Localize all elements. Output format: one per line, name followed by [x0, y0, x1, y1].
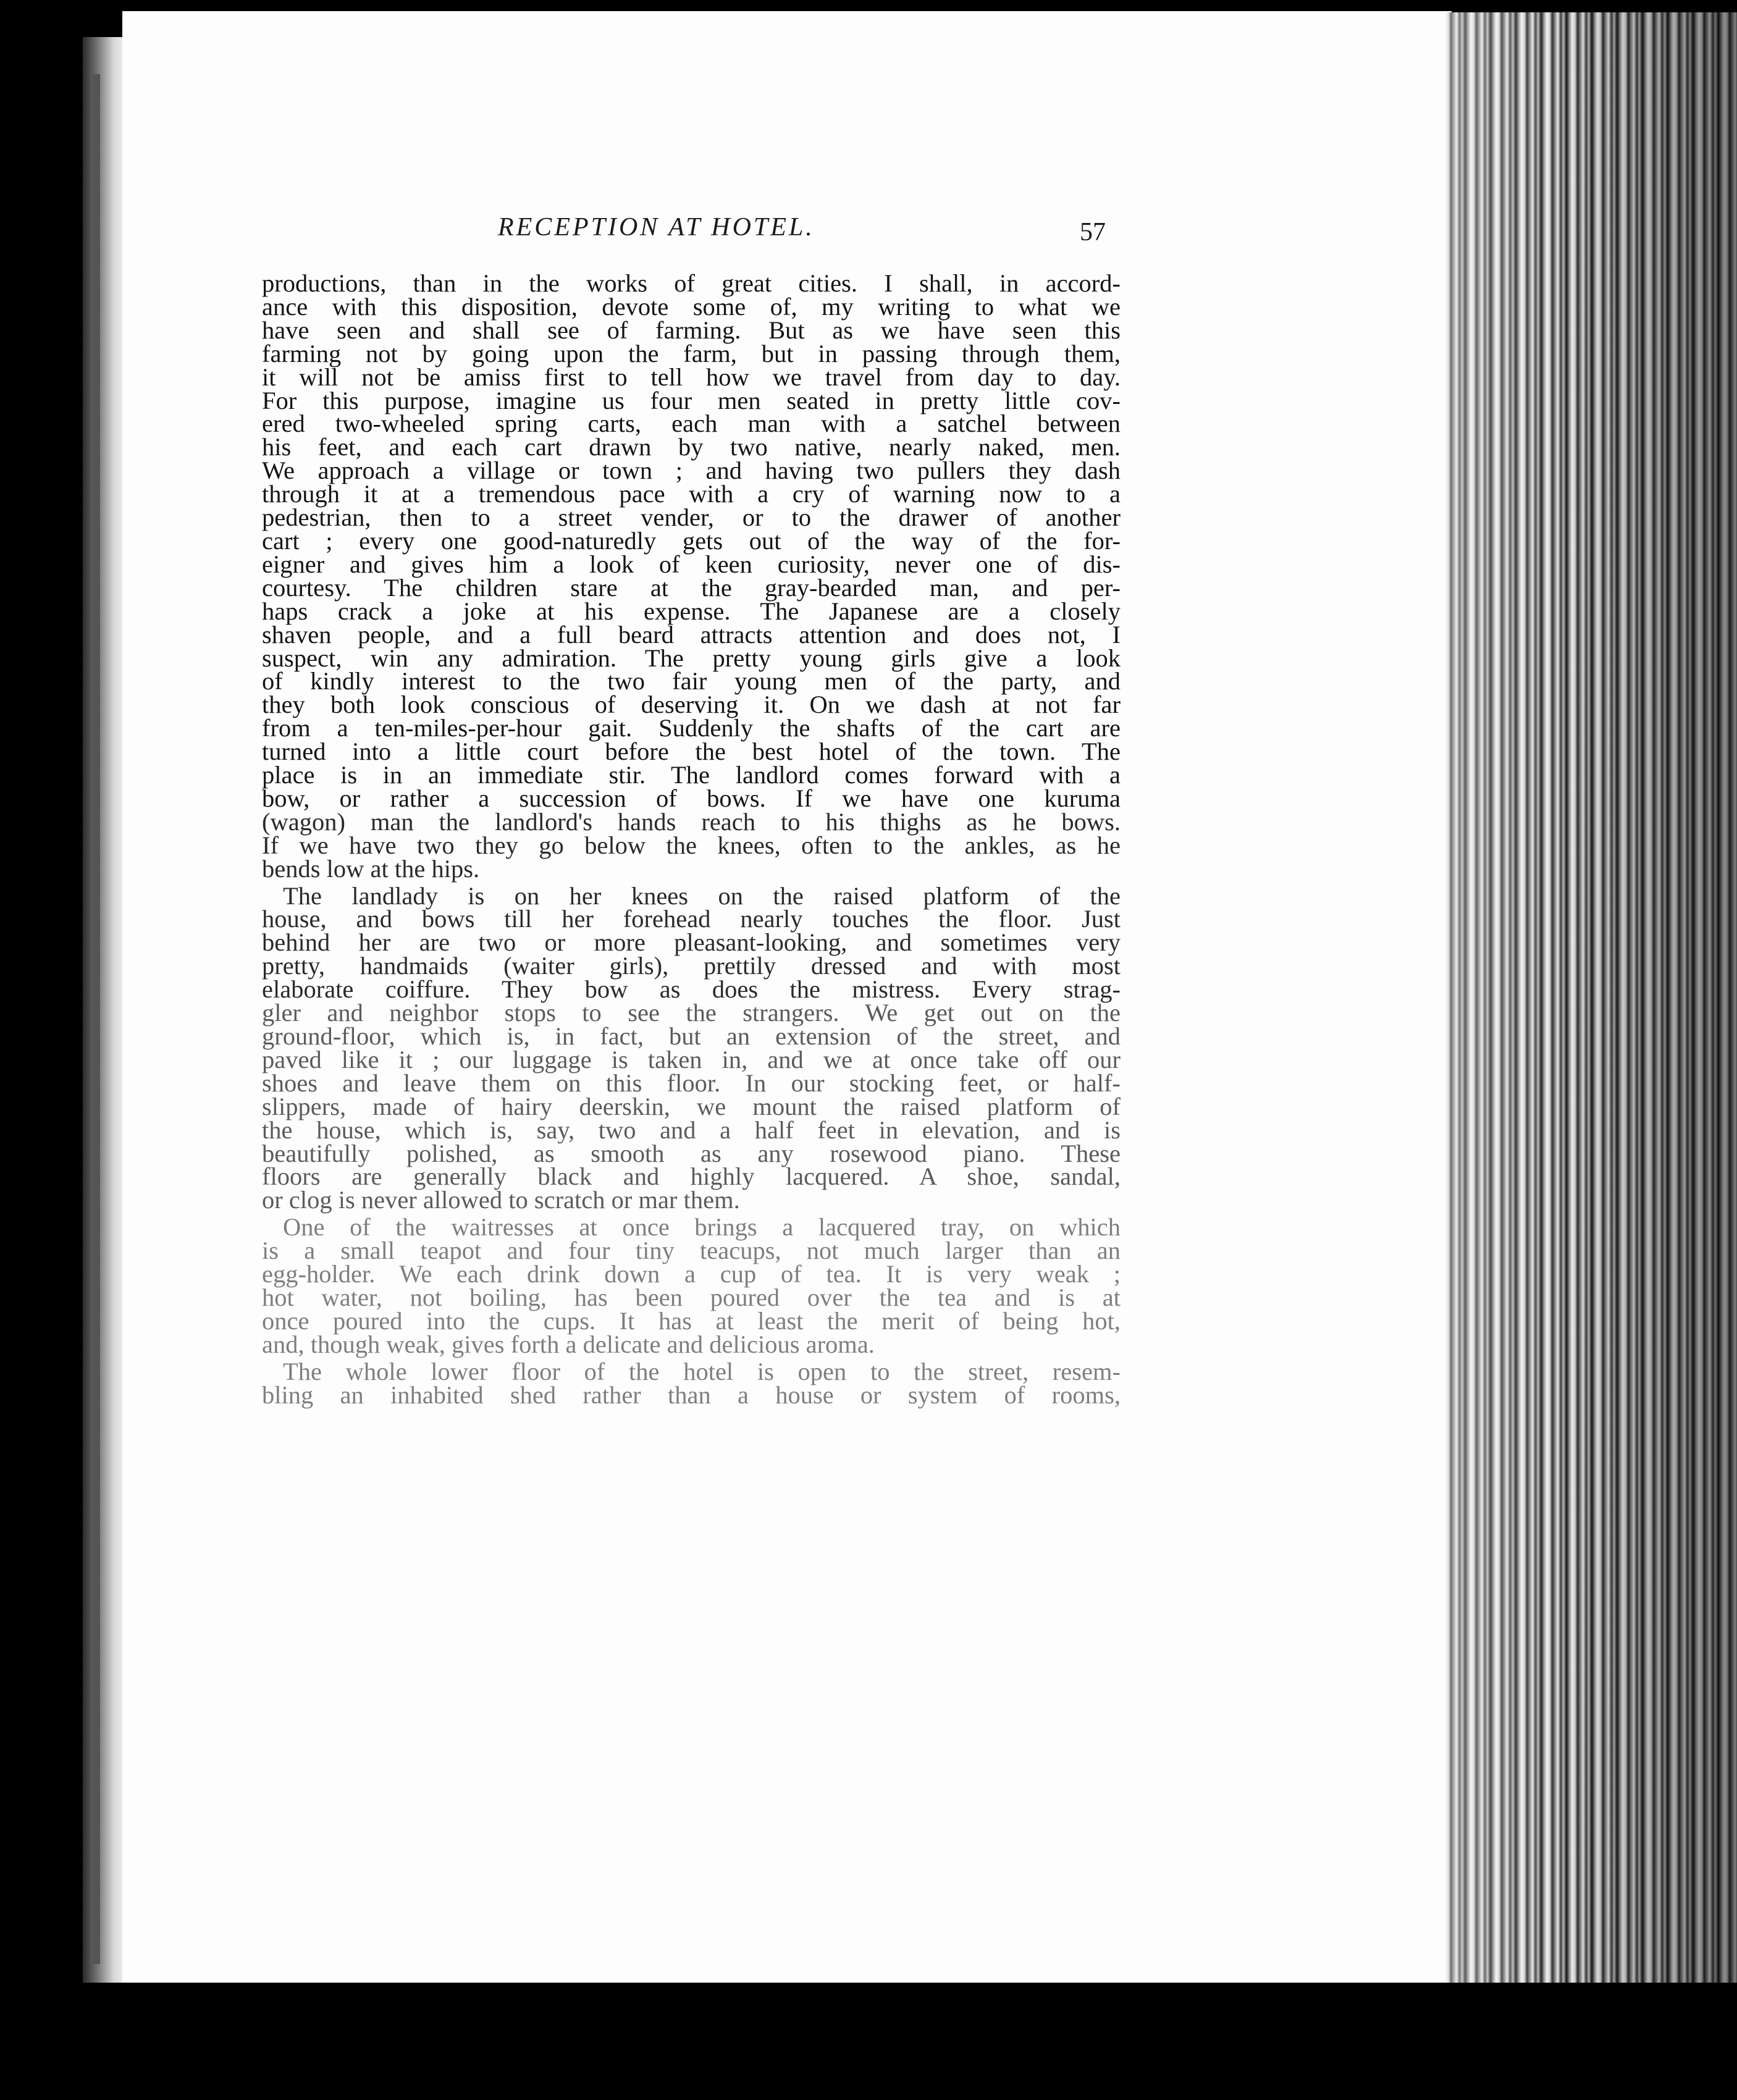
- text-line: is a small teapot and four tiny teacups, not much larger than an: [262, 1237, 1121, 1265]
- text-line: eigner and gives him a look of keen curiosity, never one of dis-: [262, 550, 1121, 578]
- text-line: cart ; every one good-naturedly gets out of the way of the for-: [262, 526, 1121, 555]
- text-line: of kindly interest to the two fair young men of the party, and: [262, 667, 1121, 695]
- text-line: shoes and leave them on this floor. In our stocking feet, or half-: [262, 1069, 1121, 1097]
- text-line: If we have two they go below the knees, often to the ankles, as he: [262, 831, 1121, 859]
- facing-page-edge: [83, 37, 127, 1995]
- text-line: elaborate coiffure. They bow as does the mistress. Every strag-: [262, 975, 1121, 1004]
- text-line: turned into a little court before the best hotel of the town. The: [262, 737, 1121, 766]
- text-line: (wagon) man the landlord's hands reach to his thighs as he bows.: [262, 807, 1121, 836]
- paragraph-2: [262, 881, 1121, 1214]
- text-line: or clog is never allowed to scratch or mar them.: [262, 1186, 740, 1214]
- book-spine: [93, 74, 100, 1964]
- text-line: We approach a village or town ; and having two pullers they dash: [262, 456, 1121, 485]
- text-line: ance with this disposition, devote some of, my writing to what we: [262, 292, 1121, 321]
- text-line: The landlady is on her knees on the raised platform of the: [283, 881, 1121, 910]
- text-line: One of the waitresses at once brings a lacquered tray, on which: [283, 1213, 1121, 1241]
- text-line: suspect, win any admiration. The pretty young girls give a look: [262, 644, 1121, 672]
- text-line: bling an inhabited shed rather than a house or system of rooms,: [262, 1380, 1121, 1409]
- text-line: farming not by going upon the farm, but in passing through them,: [262, 339, 1121, 368]
- text-line: shaven people, and a full beard attracts attention and does not, I: [262, 620, 1121, 649]
- text-line: once poured into the cups. It has at least the merit of being hot,: [262, 1306, 1121, 1335]
- text-line: courtesy. The children stare at the gray-bearded man, and per-: [262, 573, 1121, 602]
- text-line: pedestrian, then to a street vender, or to the drawer of another: [262, 503, 1121, 532]
- body-text: [262, 269, 1121, 1409]
- text-line: place is in an immediate stir. The landlord comes forward with a: [262, 761, 1121, 789]
- text-line: hot water, not boiling, has been poured over the tea and is at: [262, 1283, 1121, 1311]
- text-line: they both look conscious of deserving it. On we dash at not far: [262, 691, 1121, 719]
- text-line: his feet, and each cart drawn by two native, nearly naked, men.: [262, 433, 1121, 461]
- text-line: gler and neighbor stops to see the strangers. We get out on the: [262, 999, 1121, 1027]
- paragraph-1: [262, 269, 1121, 883]
- text-line: haps crack a joke at his expense. The Japanese are a closely: [262, 597, 1121, 625]
- text-line: beautifully polished, as smooth as any rosewood piano. These: [262, 1139, 1121, 1167]
- text-line: slippers, made of hairy deerskin, we mount the raised platform of: [262, 1092, 1121, 1120]
- text-line: house, and bows till her forehead nearly touches the floor. Just: [262, 905, 1121, 933]
- paragraph-3: [262, 1213, 1121, 1358]
- text-line: productions, than in the works of great cities. I shall, in accord-: [262, 269, 1121, 297]
- text-line: behind her are two or more pleasant-looking, and sometimes very: [262, 928, 1121, 957]
- running-head: RECEPTION AT HOTEL.: [498, 213, 815, 242]
- text-line: bow, or rather a succession of bows. If we have one kuruma: [262, 784, 1121, 812]
- text-line: pretty, handmaids (waiter girls), prettily dressed and with most: [262, 952, 1121, 980]
- text-line: The whole lower floor of the hotel is open to the street, resem-: [283, 1357, 1121, 1385]
- text-line: the house, which is, say, two and a half feet in elevation, and is: [262, 1115, 1121, 1144]
- text-line: have seen and shall see of farming. But as we have seen this: [262, 316, 1121, 344]
- text-line: through it at a tremendous pace with a cry of warning now to a: [262, 480, 1121, 508]
- text-line: and, though weak, gives forth a delicate and delicious aroma.: [262, 1330, 875, 1358]
- text-line: bends low at the hips.: [262, 854, 480, 883]
- fore-edge-shading: [1445, 12, 1737, 2100]
- text-line: egg-holder. We each drink down a cup of tea. It is very weak ;: [262, 1260, 1121, 1288]
- text-line: it will not be amiss first to tell how we travel from day to day.: [262, 363, 1121, 391]
- text-line: ground-floor, which is, in fact, but an extension of the street, and: [262, 1022, 1121, 1050]
- scan-background-bottom: [0, 1983, 1737, 2100]
- paragraph-4: [262, 1357, 1121, 1409]
- text-line: ered two-wheeled spring carts, each man with a satchel between: [262, 410, 1121, 438]
- page-number: 57: [1080, 218, 1106, 246]
- text-line: floors are generally black and highly lacquered. A shoe, sandal,: [262, 1162, 1121, 1191]
- text-line: paved like it ; our luggage is taken in, and we at once take off our: [262, 1045, 1121, 1073]
- text-line: from a ten-miles-per-hour gait. Suddenly the shafts of the cart are: [262, 714, 1121, 742]
- text-line: For this purpose, imagine us four men seated in pretty little cov-: [262, 386, 1121, 414]
